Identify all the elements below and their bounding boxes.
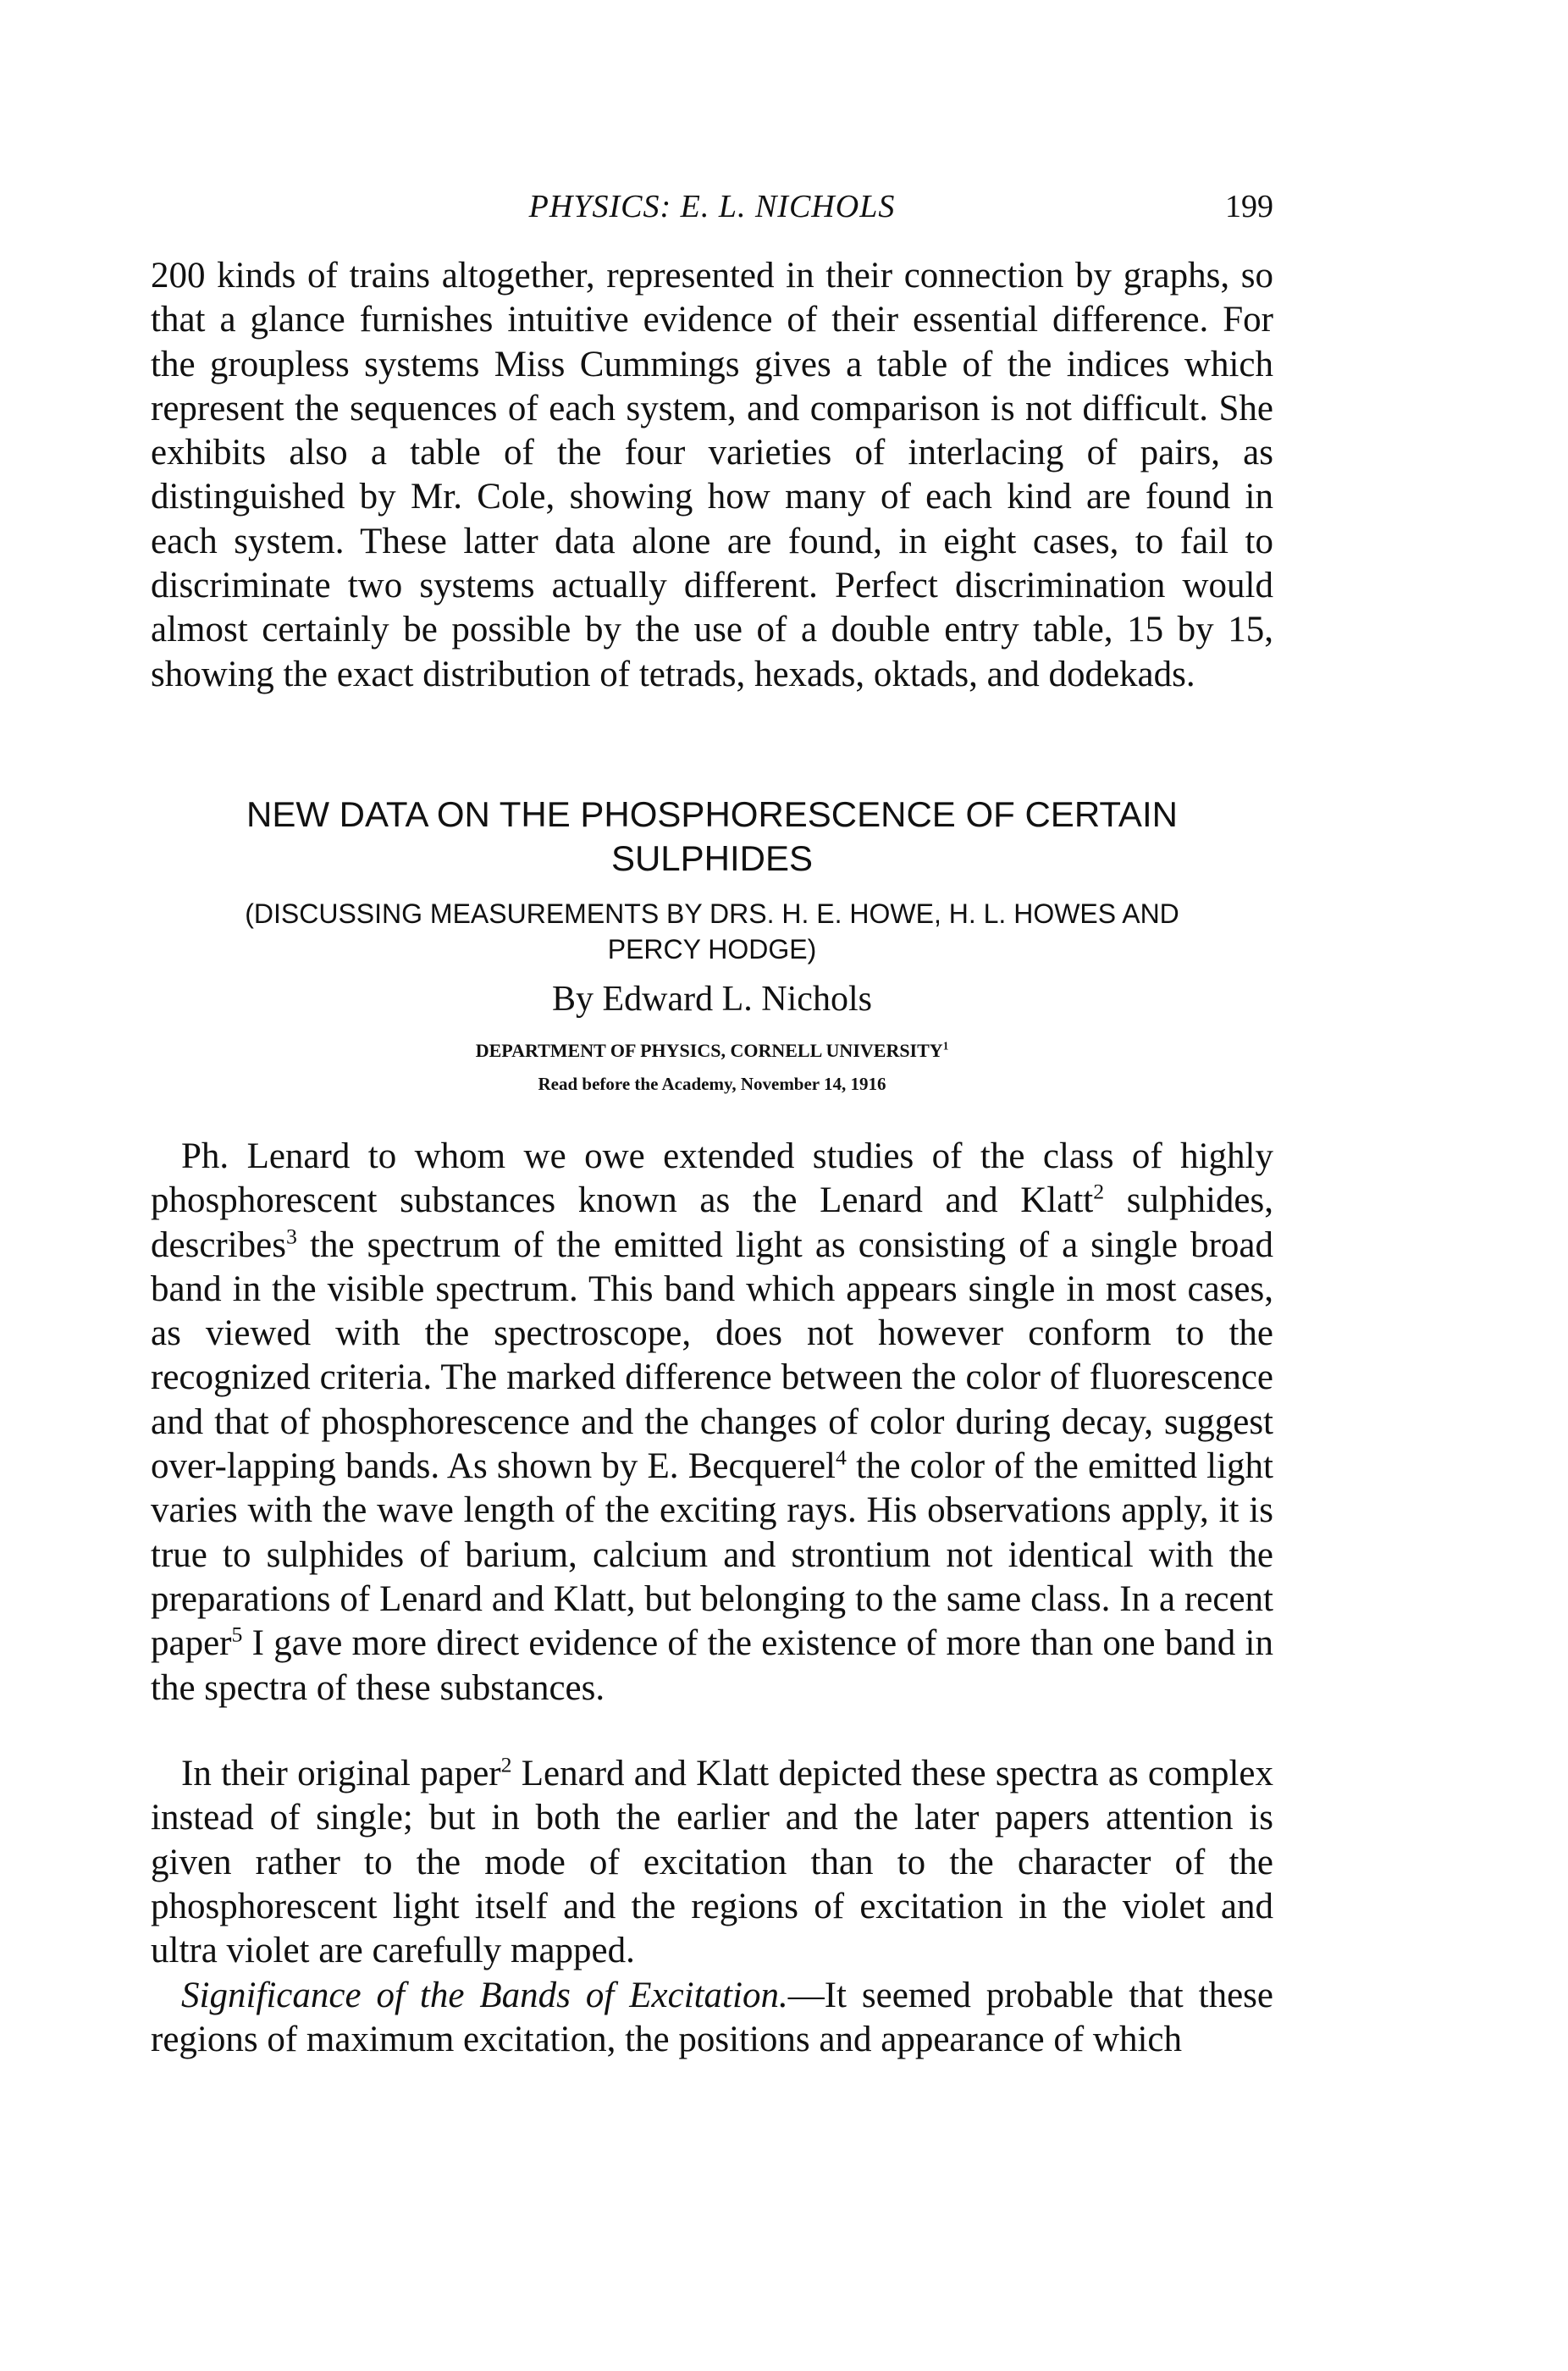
- affiliation-text: DEPARTMENT OF PHYSICS, CORNELL UNIVERSITY: [475, 1040, 943, 1061]
- text-run: the spectrum of the emitted light as consisting of a single broad band in the visible spectrum. This band which appears single in most cases, as viewed with the spectroscope, does not however conform to the recognized criteria. The marked difference between the color of fluorescence and that of phosphorescence and the changes of color during decay, suggest over-lapping bands. As shown by E. Becquerel: [151, 1224, 1273, 1487]
- text-run: Lenard and Klatt depicted these spectra as complex instead of single; but in both the earlier and the later papers attention is given rather to the mode of excitation than to the character of the phosphorescent light itself and the regions of excitation in the violet and ultra violet are carefully mapped.: [151, 1754, 1273, 1971]
- footnote-marker: 4: [835, 1445, 847, 1470]
- text-run: sulphides, describes: [151, 1180, 1273, 1265]
- body-paragraph: [151, 1974, 1273, 2063]
- paragraph-continued: 200 kinds of trains altogether, represented in their connection by graphs, so that a glance furnishes intuitive evidence of their essential difference. For the groupless systems Miss Cummings gives a table of the indices which represent the sequences of each system, and comparison is not difficult. She exhibits also a table of the four varieties of interlacing of pairs, as distinguished by Mr. Cole, showing how many of each kind are found in each system. These latter data alone are found, in eight cases, to fail to discriminate two systems actually different. Perfect discrimination would almost certainly be possible by the use of a double entry table, 15 by 15, showing the exact distribution of tetrads, hexads, oktads, and dodekads.: [151, 256, 1273, 694]
- subtitle-line-2: PERCY HODGE): [607, 934, 817, 964]
- footnote-marker: 5: [231, 1622, 243, 1647]
- article-subtitle: [151, 896, 1273, 967]
- footnote-marker: 3: [286, 1224, 297, 1249]
- text-run: —It seemed probable that these regions of maximum excitation, the positions and appearance of which: [151, 1976, 1273, 2060]
- footnote-marker: 2: [500, 1752, 512, 1777]
- footnote-marker: 2: [1093, 1179, 1105, 1204]
- text-run: the color of the emitted light varies with the wave length of the exciting rays. His observations apply, it is true to sulphides of barium, calcium and strontium not identical with the preparations of Lenard and Klatt, but belonging to the same class. In a recent paper: [151, 1446, 1273, 1664]
- article-title: [151, 793, 1273, 881]
- footnote-marker: 1: [942, 1039, 949, 1053]
- read-date: Read before the Academy, November 14, 1916: [538, 1074, 886, 1094]
- page-number: 199: [1225, 189, 1273, 224]
- body-paragraph: [151, 1135, 1273, 1711]
- section-heading: Significance of the Bands of Excitation.: [181, 1976, 788, 2015]
- text-run: Ph. Lenard to whom we owe extended studies of the class of highly phosphorescent substances known as the Lenard and Klatt: [151, 1136, 1273, 1221]
- title-line-1: NEW DATA ON THE PHOSPHORESCENCE OF CERTAIN: [246, 794, 1178, 834]
- text-run: In their original paper: [181, 1754, 501, 1793]
- page-header: [151, 188, 1273, 230]
- author-affiliation: [151, 1040, 1273, 1062]
- text-run: I gave more direct evidence of the existence of more than one band in the spectra of these substances.: [151, 1623, 1273, 1708]
- subtitle-line-1: (DISCUSSING MEASUREMENTS BY DRS. H. E. HOWE, H. L. HOWES AND: [245, 898, 1179, 929]
- author-byline: By Edward L. Nichols: [552, 980, 872, 1019]
- body-paragraph: [151, 1752, 1273, 1973]
- running-head: PHYSICS: E. L. NICHOLS: [528, 189, 896, 224]
- title-line-2: SULPHIDES: [610, 838, 814, 878]
